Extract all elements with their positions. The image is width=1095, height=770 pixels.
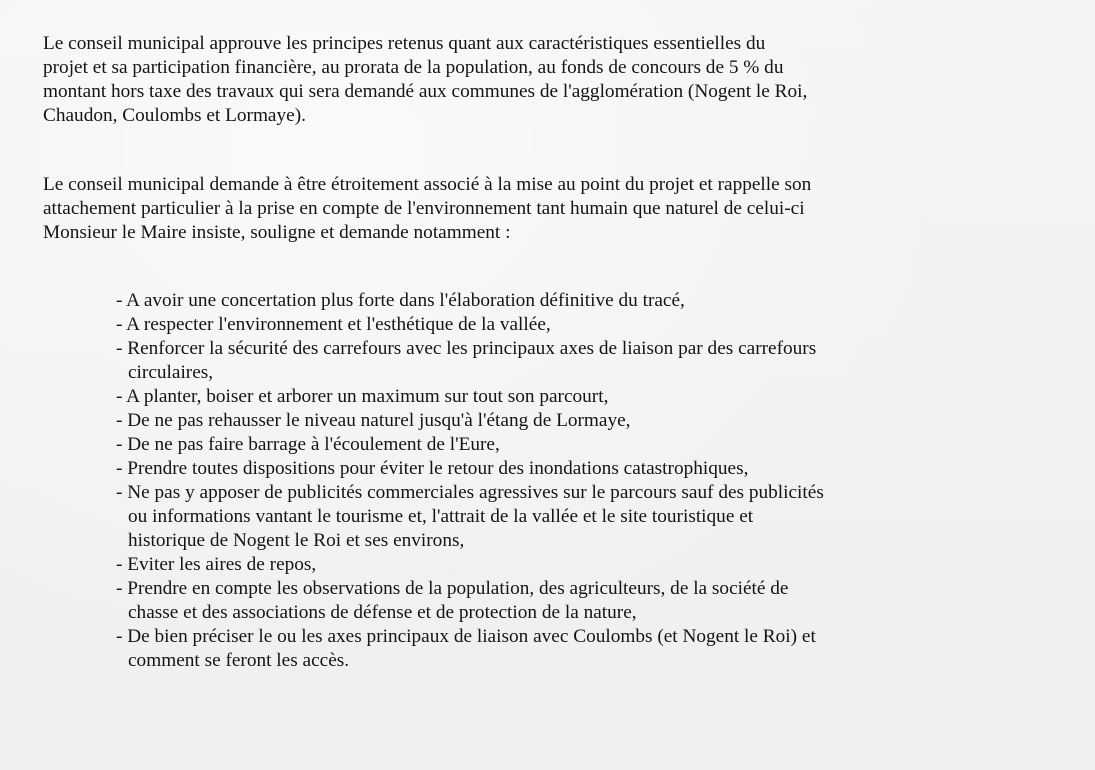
text-line: attachement particulier à la prise en compte de l'environnement tant humain que naturel de celui-ci <box>43 198 805 219</box>
text-line: Le conseil municipal demande à être étroitement associé à la mise au point du projet et rappelle son <box>43 174 812 195</box>
list-item-text: - Prendre toutes dispositions pour éviter le retour des inondations catastrophiques, <box>116 458 749 479</box>
list-item <box>116 409 1066 433</box>
list-item-continuation: comment se feront les accès. <box>128 650 350 671</box>
text-line: Chaudon, Coulombs et Lormaye). <box>43 105 306 126</box>
text-line: Le conseil municipal approuve les principes retenus quant aux caractéristiques essentielles du <box>43 33 766 54</box>
list-item <box>116 481 1066 553</box>
list-item <box>116 337 1066 385</box>
list-item <box>116 457 1066 481</box>
list-item <box>116 625 1066 673</box>
paragraph-association-request <box>43 173 1063 245</box>
list-item <box>116 313 1066 337</box>
list-item-text: - Renforcer la sécurité des carrefours avec les principaux axes de liaison par des carrefours <box>116 338 817 359</box>
list-item-continuation: historique de Nogent le Roi et ses environs, <box>128 530 465 551</box>
text-line: Monsieur le Maire insiste, souligne et demande notamment : <box>43 222 511 243</box>
demands-list <box>116 289 1066 673</box>
list-item-text: - De ne pas faire barrage à l'écoulement de l'Eure, <box>116 434 500 455</box>
text-line: montant hors taxe des travaux qui sera demandé aux communes de l'agglomération (Nogent le Roi, <box>43 81 808 102</box>
list-item <box>116 289 1066 313</box>
list-item-text: - De bien préciser le ou les axes principaux de liaison avec Coulombs (et Nogent le Roi) et <box>116 626 816 647</box>
list-item <box>116 577 1066 625</box>
list-item <box>116 553 1066 577</box>
list-item-continuation: chasse et des associations de défense et de protection de la nature, <box>128 602 637 623</box>
list-item <box>116 385 1066 409</box>
list-item <box>116 433 1066 457</box>
list-item-text: - Ne pas y apposer de publicités commerciales agressives sur le parcours sauf des publicités <box>116 482 824 503</box>
list-item-continuation: ou informations vantant le tourisme et, l'attrait de la vallée et le site touristique et <box>128 506 754 527</box>
list-item-text: - Eviter les aires de repos, <box>116 554 317 575</box>
paragraph-approval <box>43 32 1063 128</box>
list-item-text: - De ne pas rehausser le niveau naturel jusqu'à l'étang de Lormaye, <box>116 410 631 431</box>
list-item-text: - A respecter l'environnement et l'esthétique de la vallée, <box>116 314 551 335</box>
list-item-text: - Prendre en compte les observations de la population, des agriculteurs, de la société de <box>116 578 789 599</box>
text-line: projet et sa participation financière, au prorata de la population, au fonds de concours de 5 % du <box>43 57 784 78</box>
list-item-text: - A avoir une concertation plus forte dans l'élaboration définitive du tracé, <box>116 290 685 311</box>
list-item-continuation: circulaires, <box>128 362 214 383</box>
list-item-text: - A planter, boiser et arborer un maximum sur tout son parcourt, <box>116 386 609 407</box>
